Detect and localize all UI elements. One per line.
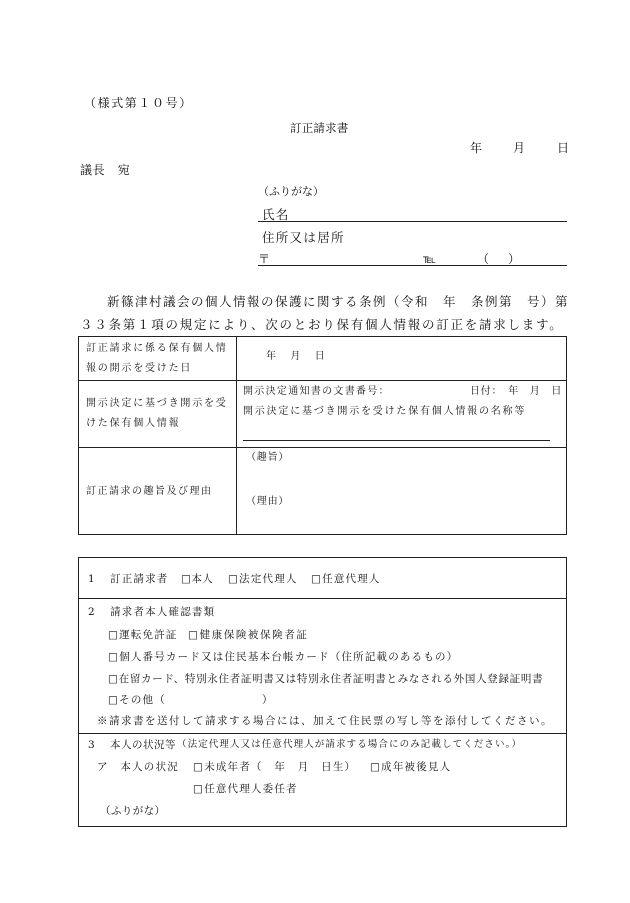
form-number: （様式第１０号） [84, 96, 193, 110]
applicant-name-label: 氏名 [262, 207, 290, 222]
applicant-name-underline [258, 221, 567, 222]
request-table-row-divider-2 [78, 447, 567, 448]
identity-docs-note: ※請求書を送付して請求する場合には、加えて住民票の写し等を添付してください。 [97, 715, 553, 727]
requester-option-legal-agent: □法定代理人 [228, 573, 298, 585]
principal-status-number: 3 [88, 739, 96, 751]
request-table-column-divider [236, 336, 237, 535]
applicant-address-underline [258, 265, 567, 266]
doc-number-label: 開示決定通知書の文書番号： [243, 386, 390, 397]
identity-docs-label: 請求者本人確認書類 [110, 606, 216, 618]
principal-status-label: 本人の状況等 [110, 739, 176, 751]
intro-line-1: 新篠津村議会の個人情報の保護に関する条例（令和 年 条例第 号）第 [107, 294, 570, 309]
tel-mark: ℡ [423, 252, 438, 266]
intro-line-2: ３３条第１項の規定により、次のとおり保有個人情報の訂正を請求します。 [80, 317, 564, 332]
option-minor: □未成年者（ 年 月 日生） [193, 761, 357, 773]
request-table-row-divider-1 [78, 380, 567, 381]
option-drivers-license: □運転免許証 [108, 629, 178, 641]
principal-status-note: （法定代理人又は任意代理人が請求する場合にのみ記載してください。） [177, 739, 523, 750]
requester-number: 1 [88, 573, 96, 585]
applicant-furigana-label: （ふりがな） [258, 185, 324, 198]
option-mynumber-card: □個人番号カード又は住民基本台帳カード（住所記載のあるもの） [108, 651, 459, 663]
details-table-row-divider-2 [78, 733, 567, 734]
disclosure-date-value: 年 月 日 [266, 351, 327, 362]
disclosed-info-label-line-1: 開示決定に基づき開示を受 [86, 398, 228, 409]
form-title: 訂正請求書 [290, 121, 349, 135]
tel-paren-open: （ [477, 252, 491, 266]
option-other-close: ） [262, 694, 274, 706]
date-day-label: 日 [557, 141, 571, 155]
tel-paren-close: ） [508, 252, 522, 266]
date-year-label: 年 [470, 141, 484, 155]
disclosed-info-label-line-2: けた保有個人情報 [86, 418, 181, 429]
option-other: □その他（ [108, 694, 166, 706]
details-table-row-divider-1 [78, 598, 567, 599]
addressee: 議長 宛 [80, 163, 131, 177]
doc-date-label: 日付： 年 月 日 [470, 386, 563, 397]
disclosure-date-label-line-2: 報の開示を受けた日 [86, 363, 193, 374]
option-residence-card: □在留カード、特別永住者証明書又は特別永住者証明書とみなされる外国人登録証明書 [108, 673, 544, 685]
postal-mark: 〒 [258, 252, 272, 266]
disclosed-info-name-underline [243, 440, 550, 441]
identity-docs-number: 2 [88, 606, 96, 618]
requester-option-self: □本人 [181, 573, 214, 585]
purpose-label: （趣旨） [246, 452, 290, 463]
purpose-reason-label: 訂正請求の趣旨及び理由 [86, 486, 213, 497]
requester-label: 訂正請求者 [110, 573, 169, 585]
date-month-label: 月 [513, 141, 527, 155]
principal-furigana-label: （ふりがな） [100, 805, 166, 817]
requester-option-voluntary-agent: □任意代理人 [311, 573, 381, 585]
option-delegator: □任意代理人委任者 [193, 783, 298, 795]
option-health-insurance: □健康保険被保険者証 [188, 629, 309, 641]
reason-label: （理由） [246, 496, 290, 507]
principal-status-sub-label: ア 本人の状況 [97, 761, 179, 773]
applicant-address-label: 住所又は居所 [262, 230, 345, 245]
option-adult-ward: □成年被後見人 [370, 761, 452, 773]
disclosed-info-name-label: 開示決定に基づき開示を受けた保有個人情報の名称等 [243, 406, 527, 417]
disclosure-date-label-line-1: 訂正請求に係る保有個人情 [86, 343, 228, 354]
